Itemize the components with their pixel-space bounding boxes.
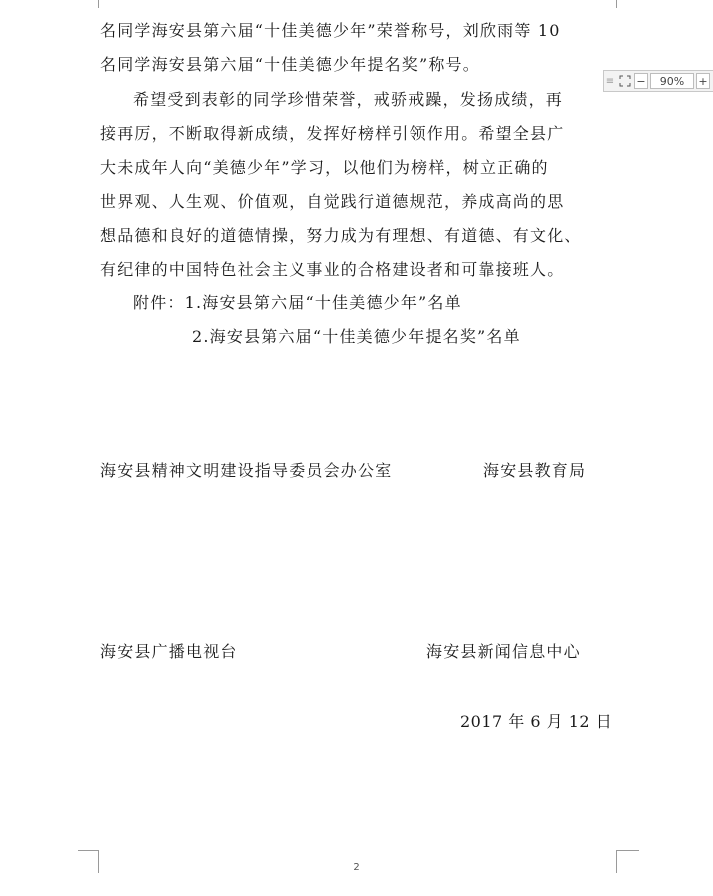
signatory-left-2: 海安县广播电视台 [100,642,238,661]
attachment-line-2: 2.海安县第六届“十佳美德少年提名奖”名单 [192,327,521,346]
body-line-8: 有纪律的中国特色社会主义事业的合格建设者和可靠接班人。 [100,260,565,279]
zoom-control [603,70,713,92]
signatory-right-2: 海安县新闻信息中心 [426,642,581,661]
zoom-out-button[interactable]: − [634,73,648,89]
margin-corner-top-right [616,0,639,8]
body-line-7: 想品德和良好的道德情操，努力成为有理想、有道德、有文化、 [100,226,582,245]
document-date: 2017 年 6 月 12 日 [460,712,613,731]
body-line-3: 希望受到表彰的同学珍惜荣誉，戒骄戒躁，发扬成绩，再 [133,90,564,109]
attachment-line-1: 附件：1.海安县第六届“十佳美德少年”名单 [133,293,462,312]
body-line-2: 名同学海安县第六届“十佳美德少年提名奖”称号。 [100,55,480,74]
fit-page-icon [619,75,631,87]
body-line-6: 世界观、人生观、价值观，自觉践行道德规范，养成高尚的思 [100,192,565,211]
grip-icon[interactable]: ≡ [605,75,615,87]
signatory-left-1: 海安县精神文明建设指导委员会办公室 [100,461,393,480]
body-line-4: 接再厉，不断取得新成绩，发挥好榜样引领作用。希望全县广 [100,124,565,143]
page-number: 2 [353,862,360,873]
body-line-1: 名同学海安县第六届“十佳美德少年”荣誉称号，刘欣雨等 10 [100,21,561,40]
fit-page-button[interactable] [616,73,634,89]
body-line-5: 大未成年人向“美德少年”学习，以他们为榜样，树立正确的 [100,158,549,177]
zoom-level-field[interactable]: 90% [650,73,694,89]
margin-corner-top-left [76,0,99,8]
zoom-in-button[interactable]: + [696,73,710,89]
signatory-right-1: 海安县教育局 [483,461,587,480]
